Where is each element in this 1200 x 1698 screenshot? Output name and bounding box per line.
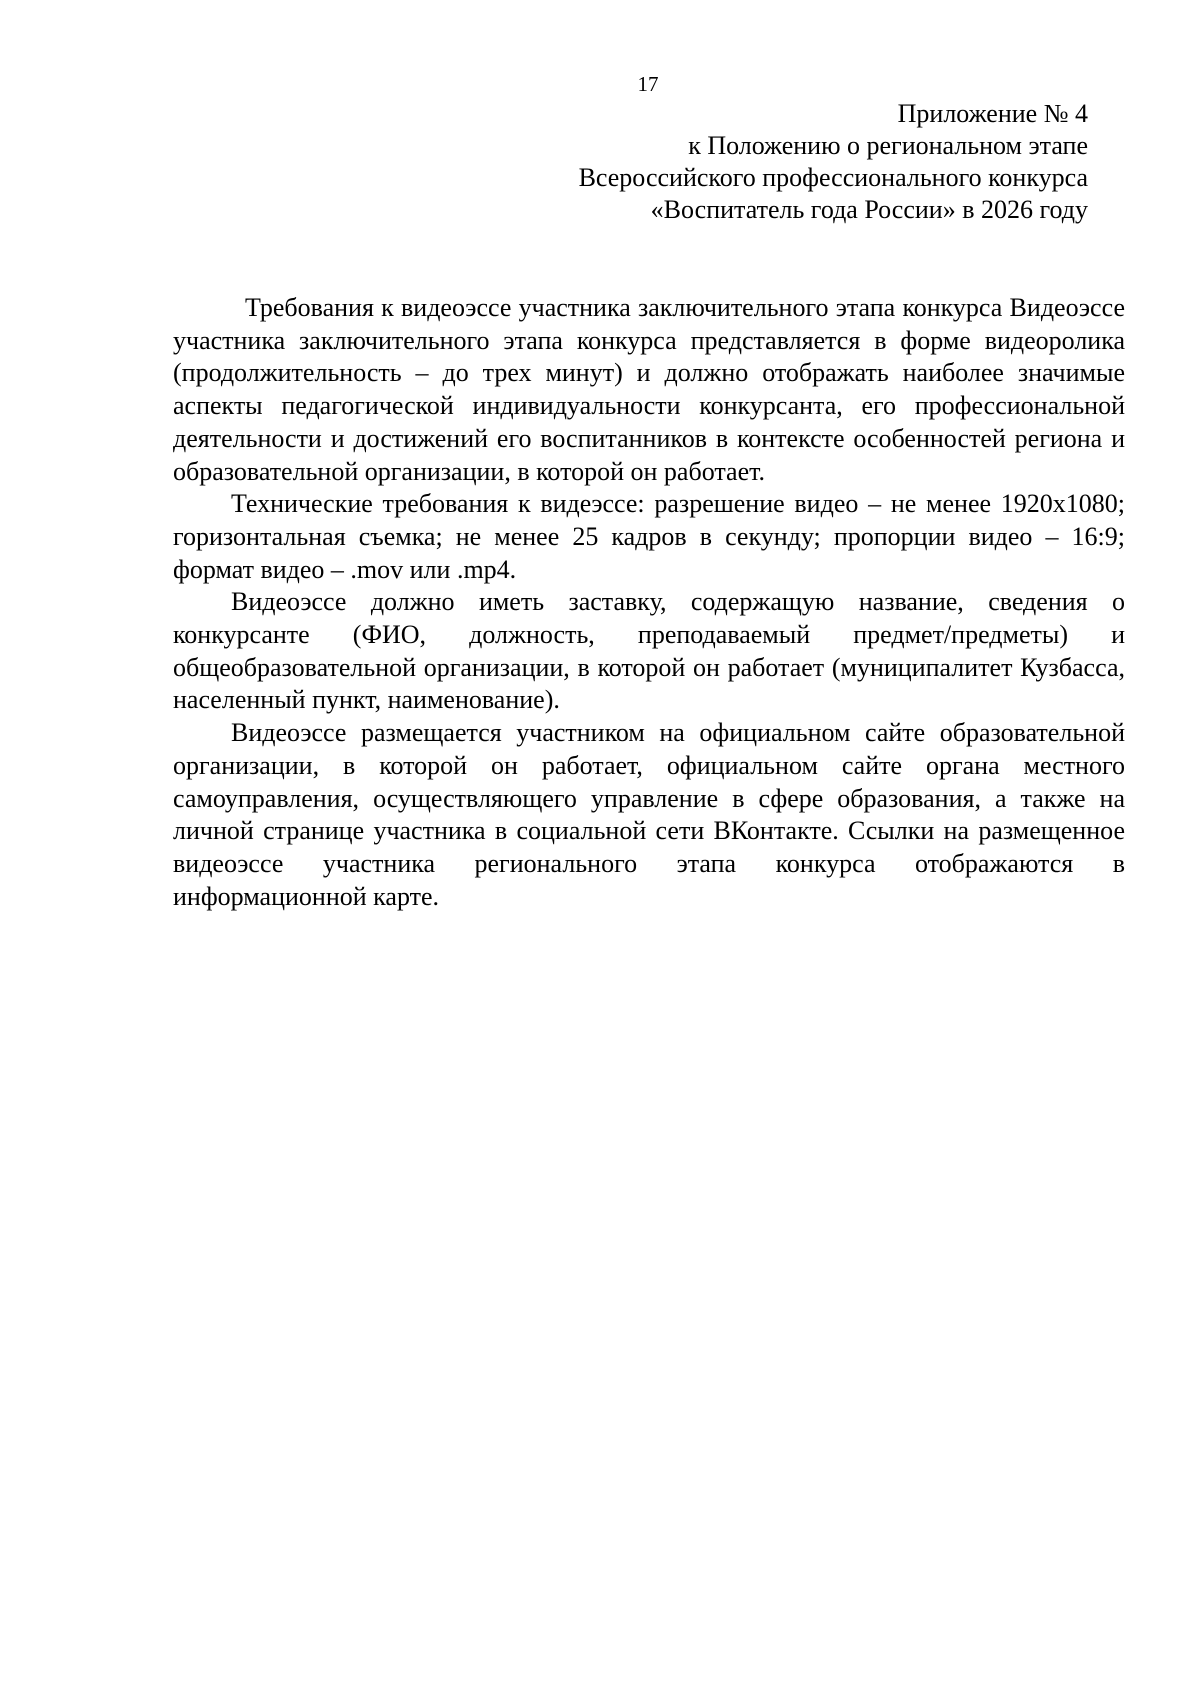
paragraph-technical-requirements: Технические требования к видеэссе: разрешение видео – не менее 1920х1080; горизонтальная съемка; не менее 25 кадров в секунду; пропорции видео – 16:9; формат видео – .mov или .mp4. — [173, 489, 1125, 584]
paragraph-video-essay-requirements: Требования к видеоэссе участника заключительного этапа конкурса Видеоэссе участника заключительного этапа конкурса представляется в форме видеоролика (продолжительность – до трех минут) и должно отображать наиболее значимые аспекты педагогической индивидуальности конкурсанта, его профессиональной деятельности и достижений его воспитанников в контексте особенностей региона и образовательной организации, в которой он работает. — [173, 293, 1125, 486]
page-number: 17 — [637, 72, 659, 96]
document-body — [173, 292, 1125, 913]
annex-contest-name: Всероссийского профессионального конкурса — [578, 163, 1088, 192]
annex-header — [579, 98, 1088, 226]
annex-title: Приложение № 4 — [897, 99, 1088, 128]
paragraph-publication: Видеоэссе размещается участником на официальном сайте образовательной организации, в которой он работает, официальном сайте органа местного самоуправления, осуществляющего управление в сфере образования, а также на личной странице участника в социальной сети ВКонтакте. Ссылки на размещенное видеоэссе участника регионального этапа конкурса отображаются в информационной карте. — [173, 718, 1125, 911]
annex-reference: к Положению о региональном этапе — [688, 131, 1088, 160]
paragraph-intro-screen: Видеоэссе должно иметь заставку, содержащую название, сведения о конкурсанте (ФИО, должность, преподаваемый предмет/предметы) и общеобразовательной организации, в которой он работает (муниципалитет Кузбасса, населенный пункт, наименование). — [173, 587, 1125, 715]
annex-contest-year: «Воспитатель года России» в 2026 году — [650, 195, 1088, 224]
